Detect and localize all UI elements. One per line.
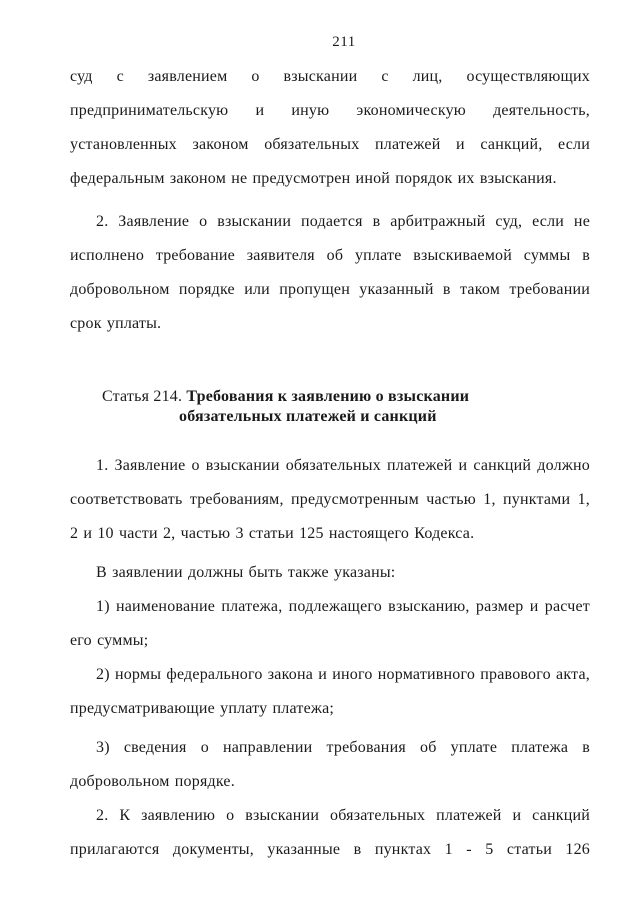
paragraph-article-214-part-2-line-2: прилагаются документы, указанные в пунктах 1 - 5 статьи 126 <box>70 841 590 858</box>
paragraph-article-214-part-2 <box>70 799 590 867</box>
article-number-label: Статья 214. <box>102 388 183 405</box>
article-title-line-2: обязательных платежей и санкций <box>179 408 437 425</box>
list-item-1: 1) наименование платежа, подлежащего взысканию, размер и расчет его суммы; <box>70 598 590 649</box>
paragraph-article-214-part-1: 1. Заявление о взыскании обязательных платежей и санкций должно соответствовать требованиям, предусмотренным частью 1, пунктами 1, 2 и 10 части 2, частью 3 статьи 125 настоящего Кодекса. <box>70 457 590 542</box>
paragraph-article-214-part-2-line-1: 2. К заявлению о взыскании обязательных платежей и санкций <box>96 807 590 824</box>
page-content <box>70 0 590 867</box>
paragraph-2: 2. Заявление о взыскании подается в арбитражный суд, если не исполнено требование заявителя об уплате взыскиваемой суммы в добровольном порядке или пропущен указанный в таком требовании срок уплаты. <box>70 213 590 332</box>
paragraph-continuation: суд с заявлением о взыскании с лиц, осуществляющих предпринимательскую и иную экономическую деятельность, установленных законом обязательных платежей и санкций, если федеральным законом не предусмотрен иной порядок их взыскания. <box>70 68 590 187</box>
list-item-3: 3) сведения о направлении требования об уплате платежа в добровольном порядке. <box>70 739 590 790</box>
article-title-line-1: Требования к заявлению о взыскании <box>186 388 470 405</box>
page-number: 211 <box>332 34 356 50</box>
article-214-heading <box>102 387 590 427</box>
list-item-2: 2) нормы федерального закона и иного нормативного правового акта, предусматривающие уплату платежа; <box>70 666 590 717</box>
article-heading-line-1 <box>102 387 590 407</box>
paragraph-also-specified: В заявлении должны быть также указаны: <box>96 564 396 581</box>
